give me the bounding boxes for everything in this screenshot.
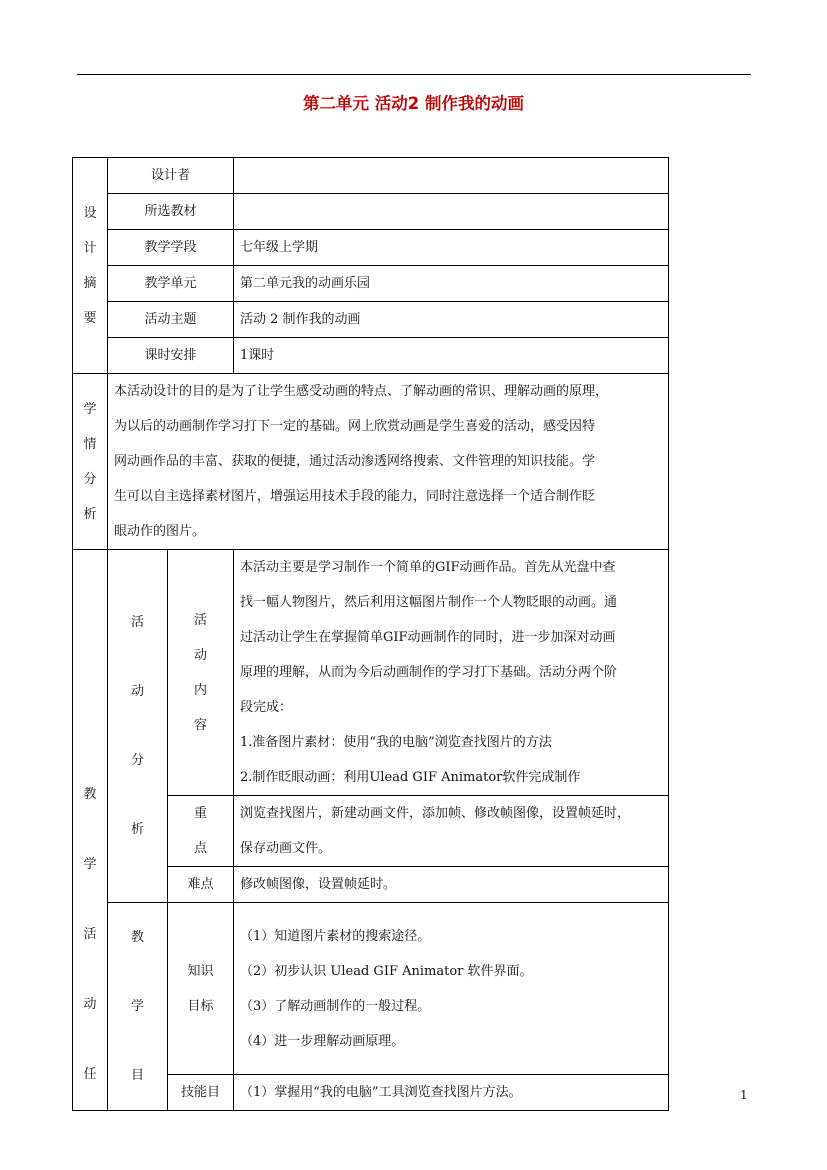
stage-label: 教学学段 xyxy=(108,230,234,266)
unit-value: 第二单元我的动画乐园 xyxy=(234,266,669,302)
skill-goal-label: 技能目 xyxy=(168,1075,234,1111)
difficulty-label: 难点 xyxy=(168,867,234,903)
activity-analysis-label: 活 动 分 析 xyxy=(108,550,168,903)
lesson-plan-table xyxy=(72,157,669,1111)
page-number: 1 xyxy=(740,1088,748,1102)
learner-analysis-label: 学 情 分 析 xyxy=(73,374,108,550)
theme-value: 活动 2 制作我的动画 xyxy=(234,302,669,338)
page-title: 第二单元 活动2 制作我的动画 xyxy=(303,94,524,113)
designer-label: 设计者 xyxy=(108,158,234,194)
knowledge-goal-text: （1）知道图片素材的搜索途径。 （2）初步认识 Ulead GIF Animator 软件界面。 （3）了解动画制作的一般过程。 （4）进一步理解动画原理。 xyxy=(234,903,669,1075)
skill-goal-text: （1）掌握用“我的电脑”工具浏览查找图片方法。 xyxy=(234,1075,669,1111)
knowledge-goal-label: 知识 目标 xyxy=(168,903,234,1075)
key-point-text: 浏览查找图片，新建动画文件，添加帧、修改帧图像，设置帧延时， 保存动画文件。 xyxy=(234,796,669,867)
stage-value: 七年级上学期 xyxy=(234,230,669,266)
teaching-task-label: 教 学 活 动 任 xyxy=(73,550,108,1111)
teaching-goals-label: 教 学 目 xyxy=(108,903,168,1111)
designer-value xyxy=(234,158,669,194)
header-rule xyxy=(77,74,751,75)
theme-label: 活动主题 xyxy=(108,302,234,338)
key-point-label: 重 点 xyxy=(168,796,234,867)
activity-content-label: 活 动 内 容 xyxy=(168,550,234,796)
activity-content-text: 本活动主要是学习制作一个简单的GIF动画作品。首先从光盘中查 找一幅人物图片，然后利用这幅图片制作一个人物眨眼的动画。通 过活动让学生在掌握简单GIF动画制作的同时，进一步加深对动画 原理的理解，从而为今后动画制作的学习打下基础。活动分两个阶 段完成： 1.准备图片素材：使用“我的电脑”浏览查找图片的方法 2.制作眨眼动画：利用Ulead GIF Animator软件完成制作 xyxy=(234,550,669,796)
textbook-label: 所选教材 xyxy=(108,194,234,230)
unit-label: 教学单元 xyxy=(108,266,234,302)
difficulty-text: 修改帧图像，设置帧延时。 xyxy=(234,867,669,903)
schedule-label: 课时安排 xyxy=(108,338,234,374)
schedule-value: 1课时 xyxy=(234,338,669,374)
design-summary-label: 设 计 摘 要 xyxy=(73,158,108,374)
learner-analysis-text: 本活动设计的目的是为了让学生感受动画的特点、了解动画的常识、理解动画的原理， 为以后的动画制作学习打下一定的基础。网上欣赏动画是学生喜爱的活动，感受因特 网动画作品的丰富、获取的便捷，通过活动渗透网络搜索、文件管理的知识技能。学 生可以自主选择素材图片，增强运用技术手段的能力，同时注意选择一个适合制作眨 眼动作的图片。 xyxy=(108,374,669,550)
textbook-value xyxy=(234,194,669,230)
